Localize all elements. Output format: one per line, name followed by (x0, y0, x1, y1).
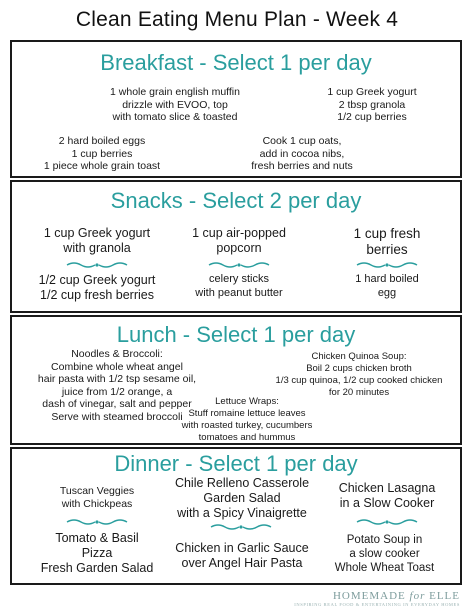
breakfast-item-yogurt: 1 cup Greek yogurt 2 tbsp granola 1/2 cup berries (327, 86, 417, 123)
snack-divider-right (356, 261, 418, 269)
flourish-divider-icon (210, 523, 272, 531)
brand-logo: HOMEMADE for ELLE INSPIRING REAL FOOD & ENTERTAINING IN EVERYDAY HOMES (294, 590, 460, 607)
snacks-heading: Snacks - Select 2 per day (110, 188, 362, 213)
dinner-divider-middle (210, 523, 272, 531)
breakfast-item-oats: Cook 1 cup oats, add in cocoa nibs, fresh berries and nuts (251, 135, 353, 172)
lunch-item-lettuce-wraps: Lettuce Wraps: Stuff romaine lettuce leaves with roasted turkey, cucumbers tomatoes and hummus (181, 396, 313, 443)
dinner-heading: Dinner - Select 1 per day (114, 451, 358, 476)
snack-divider-left (66, 261, 128, 269)
dinner-item-chile-relleno: Chile Relleno Casserole Garden Salad with a Spicy Vinaigrette (174, 476, 310, 520)
dinner-divider-left (66, 518, 128, 526)
flourish-divider-icon (208, 261, 270, 269)
lunch-item-noodles: Noodles & Broccoli: Combine whole wheat angel hair pasta with 1/2 tsp sesame oil, juice from 1/2 orange, a dash of vinegar, salt and pepper Serve with steamed broccoli (37, 348, 197, 423)
snack-item-celery: celery sticks with peanut butter (195, 273, 283, 299)
flourish-divider-icon (66, 518, 128, 526)
dinner-item-tomato-basil-pizza: Tomato & Basil Pizza Fresh Garden Salad (40, 531, 154, 575)
snack-item-popcorn: 1 cup air-popped popcorn (192, 226, 286, 255)
breakfast-section (10, 40, 462, 178)
lunch-section (10, 315, 462, 445)
snack-item-berries: 1 cup fresh berries (353, 226, 421, 257)
breakfast-item-muffin: 1 whole grain english muffin drizzle with EVOO, top with tomato slice & toasted (110, 86, 240, 123)
snack-divider-middle (208, 261, 270, 269)
flourish-divider-icon (356, 261, 418, 269)
snack-item-boiled-egg: 1 hard boiled egg (355, 273, 419, 299)
dinner-section (10, 447, 462, 585)
dinner-item-potato-soup: Potato Soup in a slow cooker Whole Wheat Toast (334, 534, 435, 574)
dinner-item-garlic-chicken: Chicken in Garlic Sauce over Angel Hair Pasta (175, 541, 309, 570)
snack-item-yogurt-berries: 1/2 cup Greek yogurt 1/2 cup fresh berries (38, 273, 156, 302)
dinner-item-chicken-lasagna: Chicken Lasagna in a Slow Cooker (338, 481, 436, 510)
snacks-section (10, 180, 462, 313)
lunch-heading: Lunch - Select 1 per day (116, 322, 356, 347)
breakfast-heading: Breakfast - Select 1 per day (100, 50, 372, 75)
dinner-item-tuscan-veggies: Tuscan Veggies with Chickpeas (59, 485, 135, 510)
dinner-divider-right (356, 518, 418, 526)
breakfast-item-eggs: 2 hard boiled eggs 1 cup berries 1 piece whole grain toast (43, 135, 161, 172)
flourish-divider-icon (66, 261, 128, 269)
snack-item-greek-yogurt: 1 cup Greek yogurt with granola (43, 226, 151, 255)
flourish-divider-icon (356, 518, 418, 526)
lunch-item-quinoa-soup: Chicken Quinoa Soup: Boil 2 cups chicken broth 1/3 cup quinoa, 1/2 cup cooked chicken for 20 minutes (275, 351, 443, 398)
page-title: Clean Eating Menu Plan - Week 4 (75, 8, 399, 31)
